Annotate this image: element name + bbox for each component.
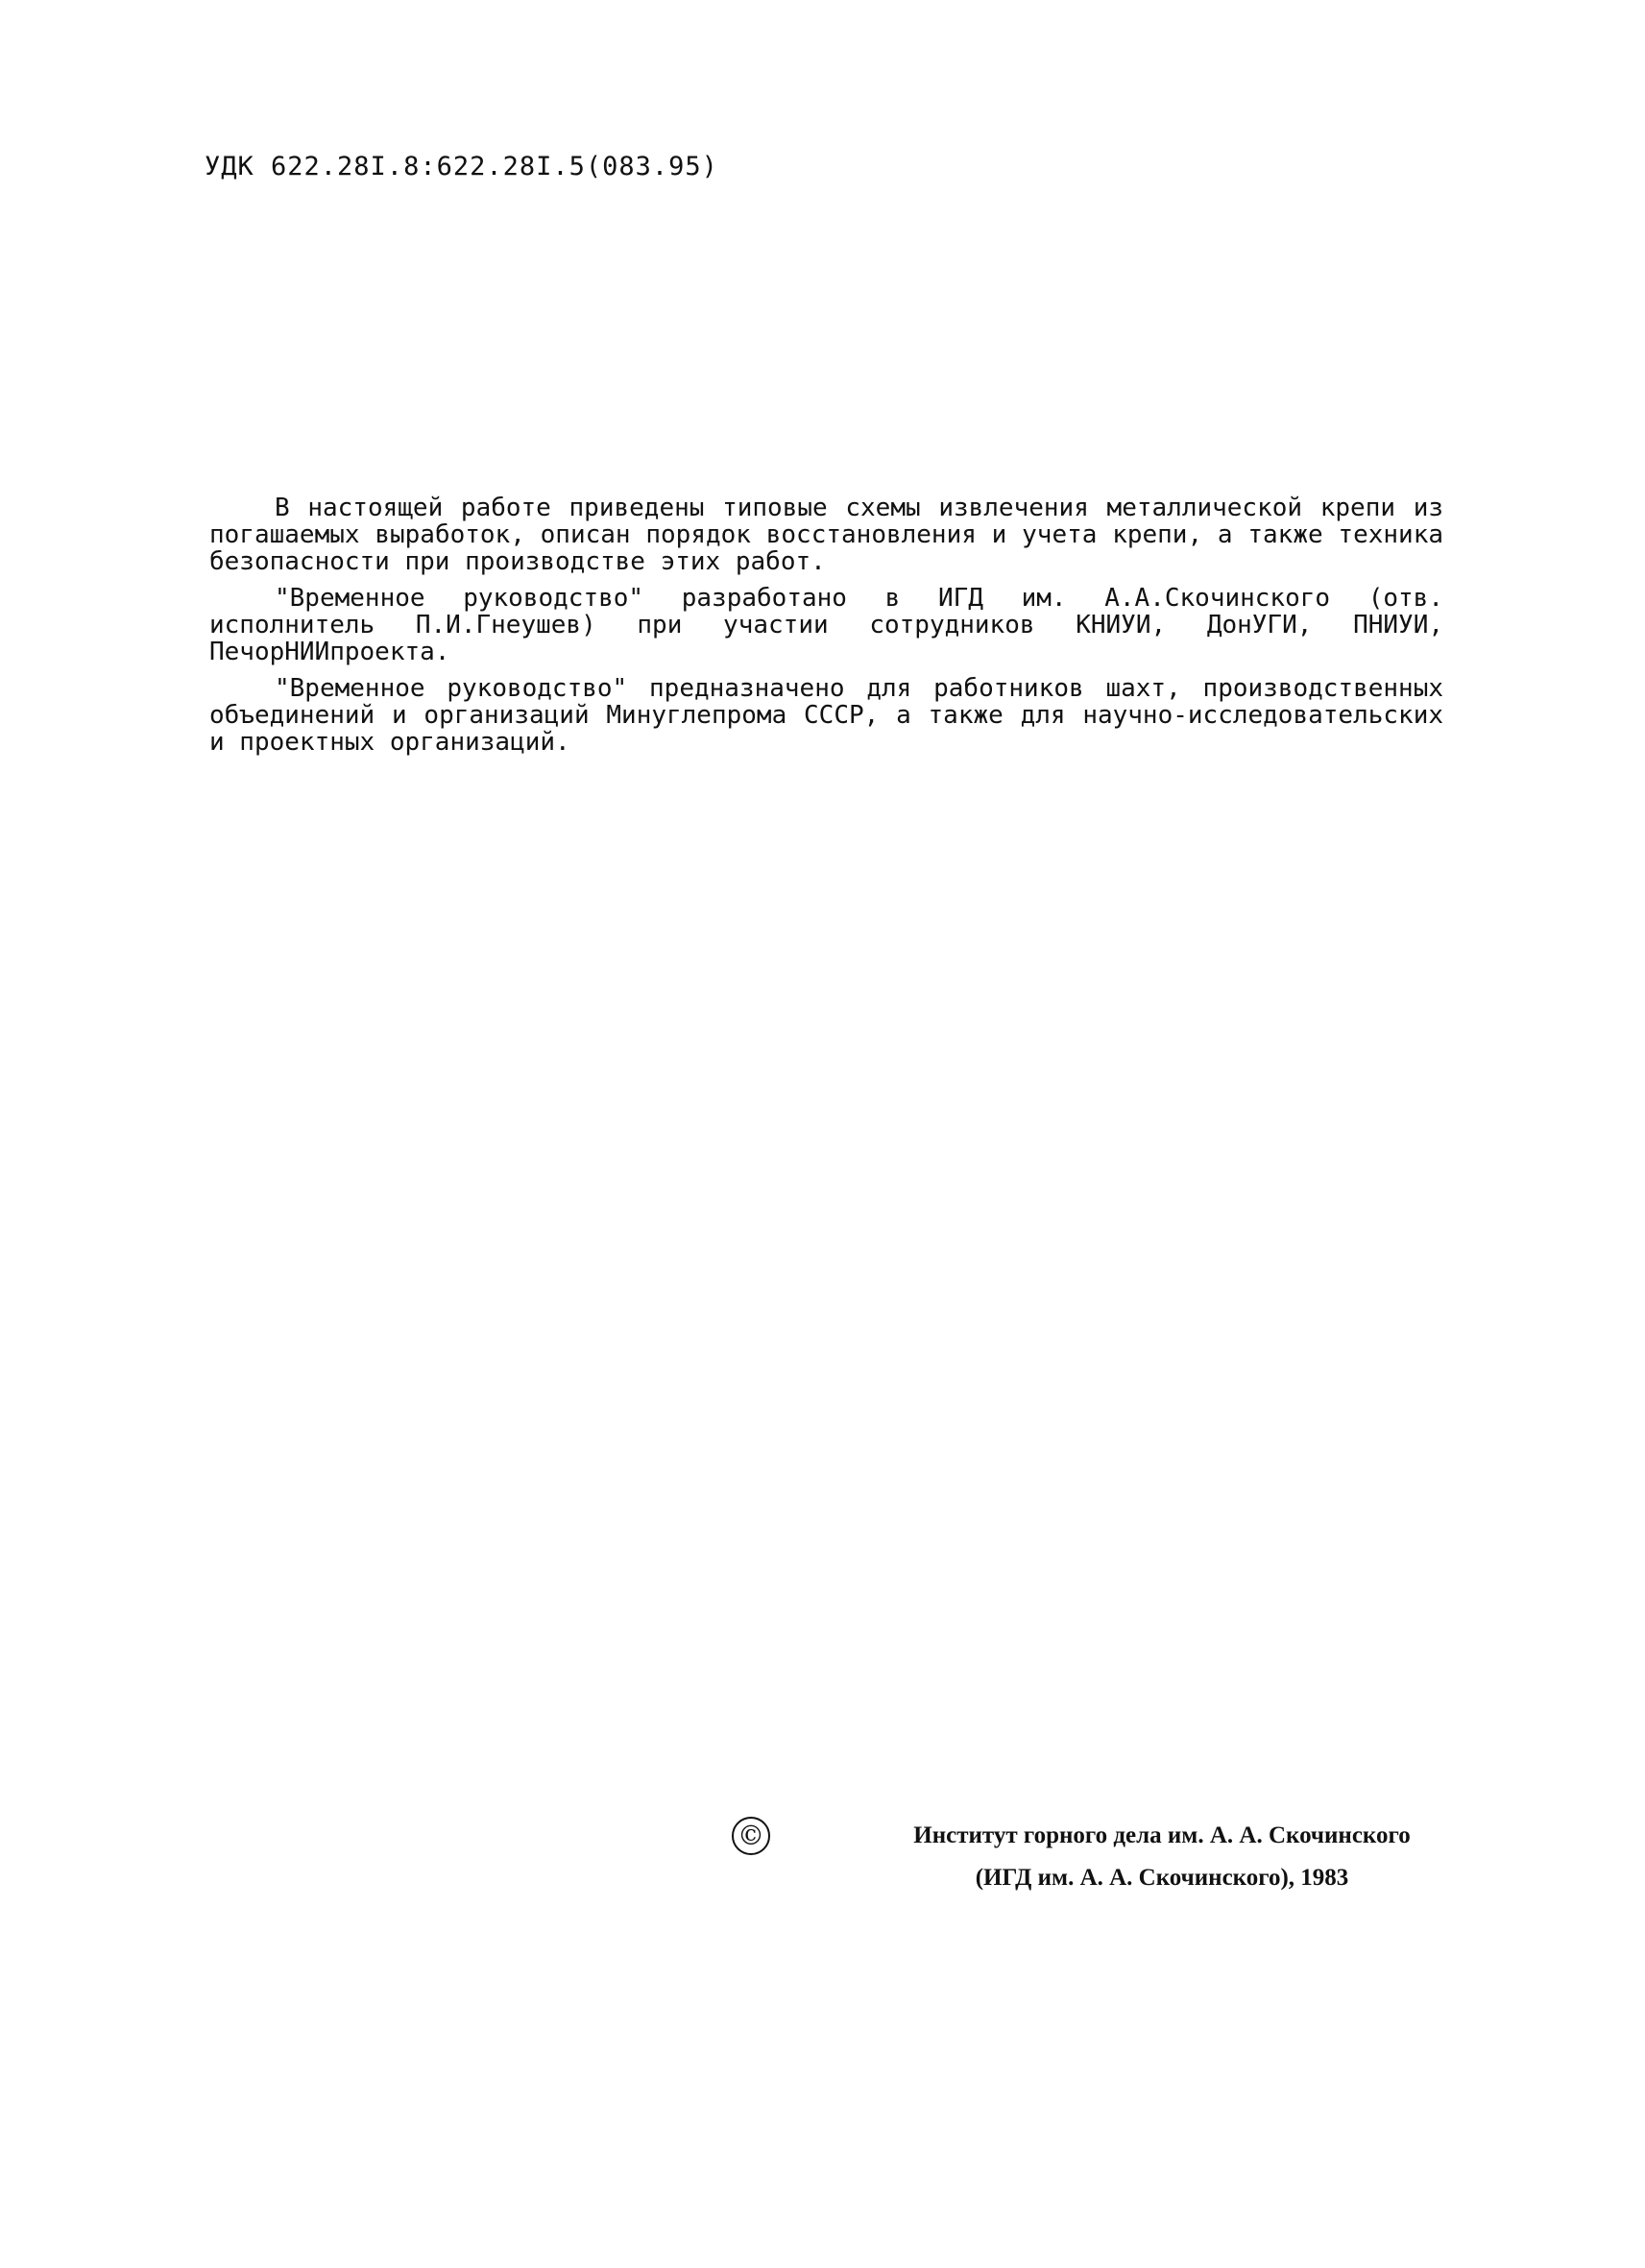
abstract-paragraph-1: В настоящей работе приведены типовые схемы извлечения металлической крепи из погашаемых выработок, описан порядок восстановления и учета крепи, а также техника безопасности при производстве этих работ.	[209, 494, 1443, 576]
publisher-line-1: Институт горного дела им. А. А. Скочинского	[913, 1822, 1411, 1848]
abstract	[209, 495, 1443, 765]
udk-code: УДК 622.28I.8:622.28I.5(083.95)	[205, 152, 718, 181]
abstract-paragraph-2: "Временное руководство" разработано в ИГД им. А.А.Скочинского (отв. исполнитель П.И.Гнеушев) при участии сотрудников КНИУИ, ДонУГИ, ПНИУИ, ПечорНИИпроекта.	[209, 584, 1443, 666]
publisher-block	[845, 1815, 1479, 1899]
copyright-icon: ©	[732, 1817, 770, 1855]
publisher-line-2: (ИГД им. А. А. Скочинского), 1983	[975, 1865, 1349, 1891]
abstract-paragraph-3: "Временное руководство" предназначено для работников шахт, производственных объединений и организаций Минуглепрома СССР, а также для научно-исследовательских и проектных организаций.	[209, 674, 1443, 757]
